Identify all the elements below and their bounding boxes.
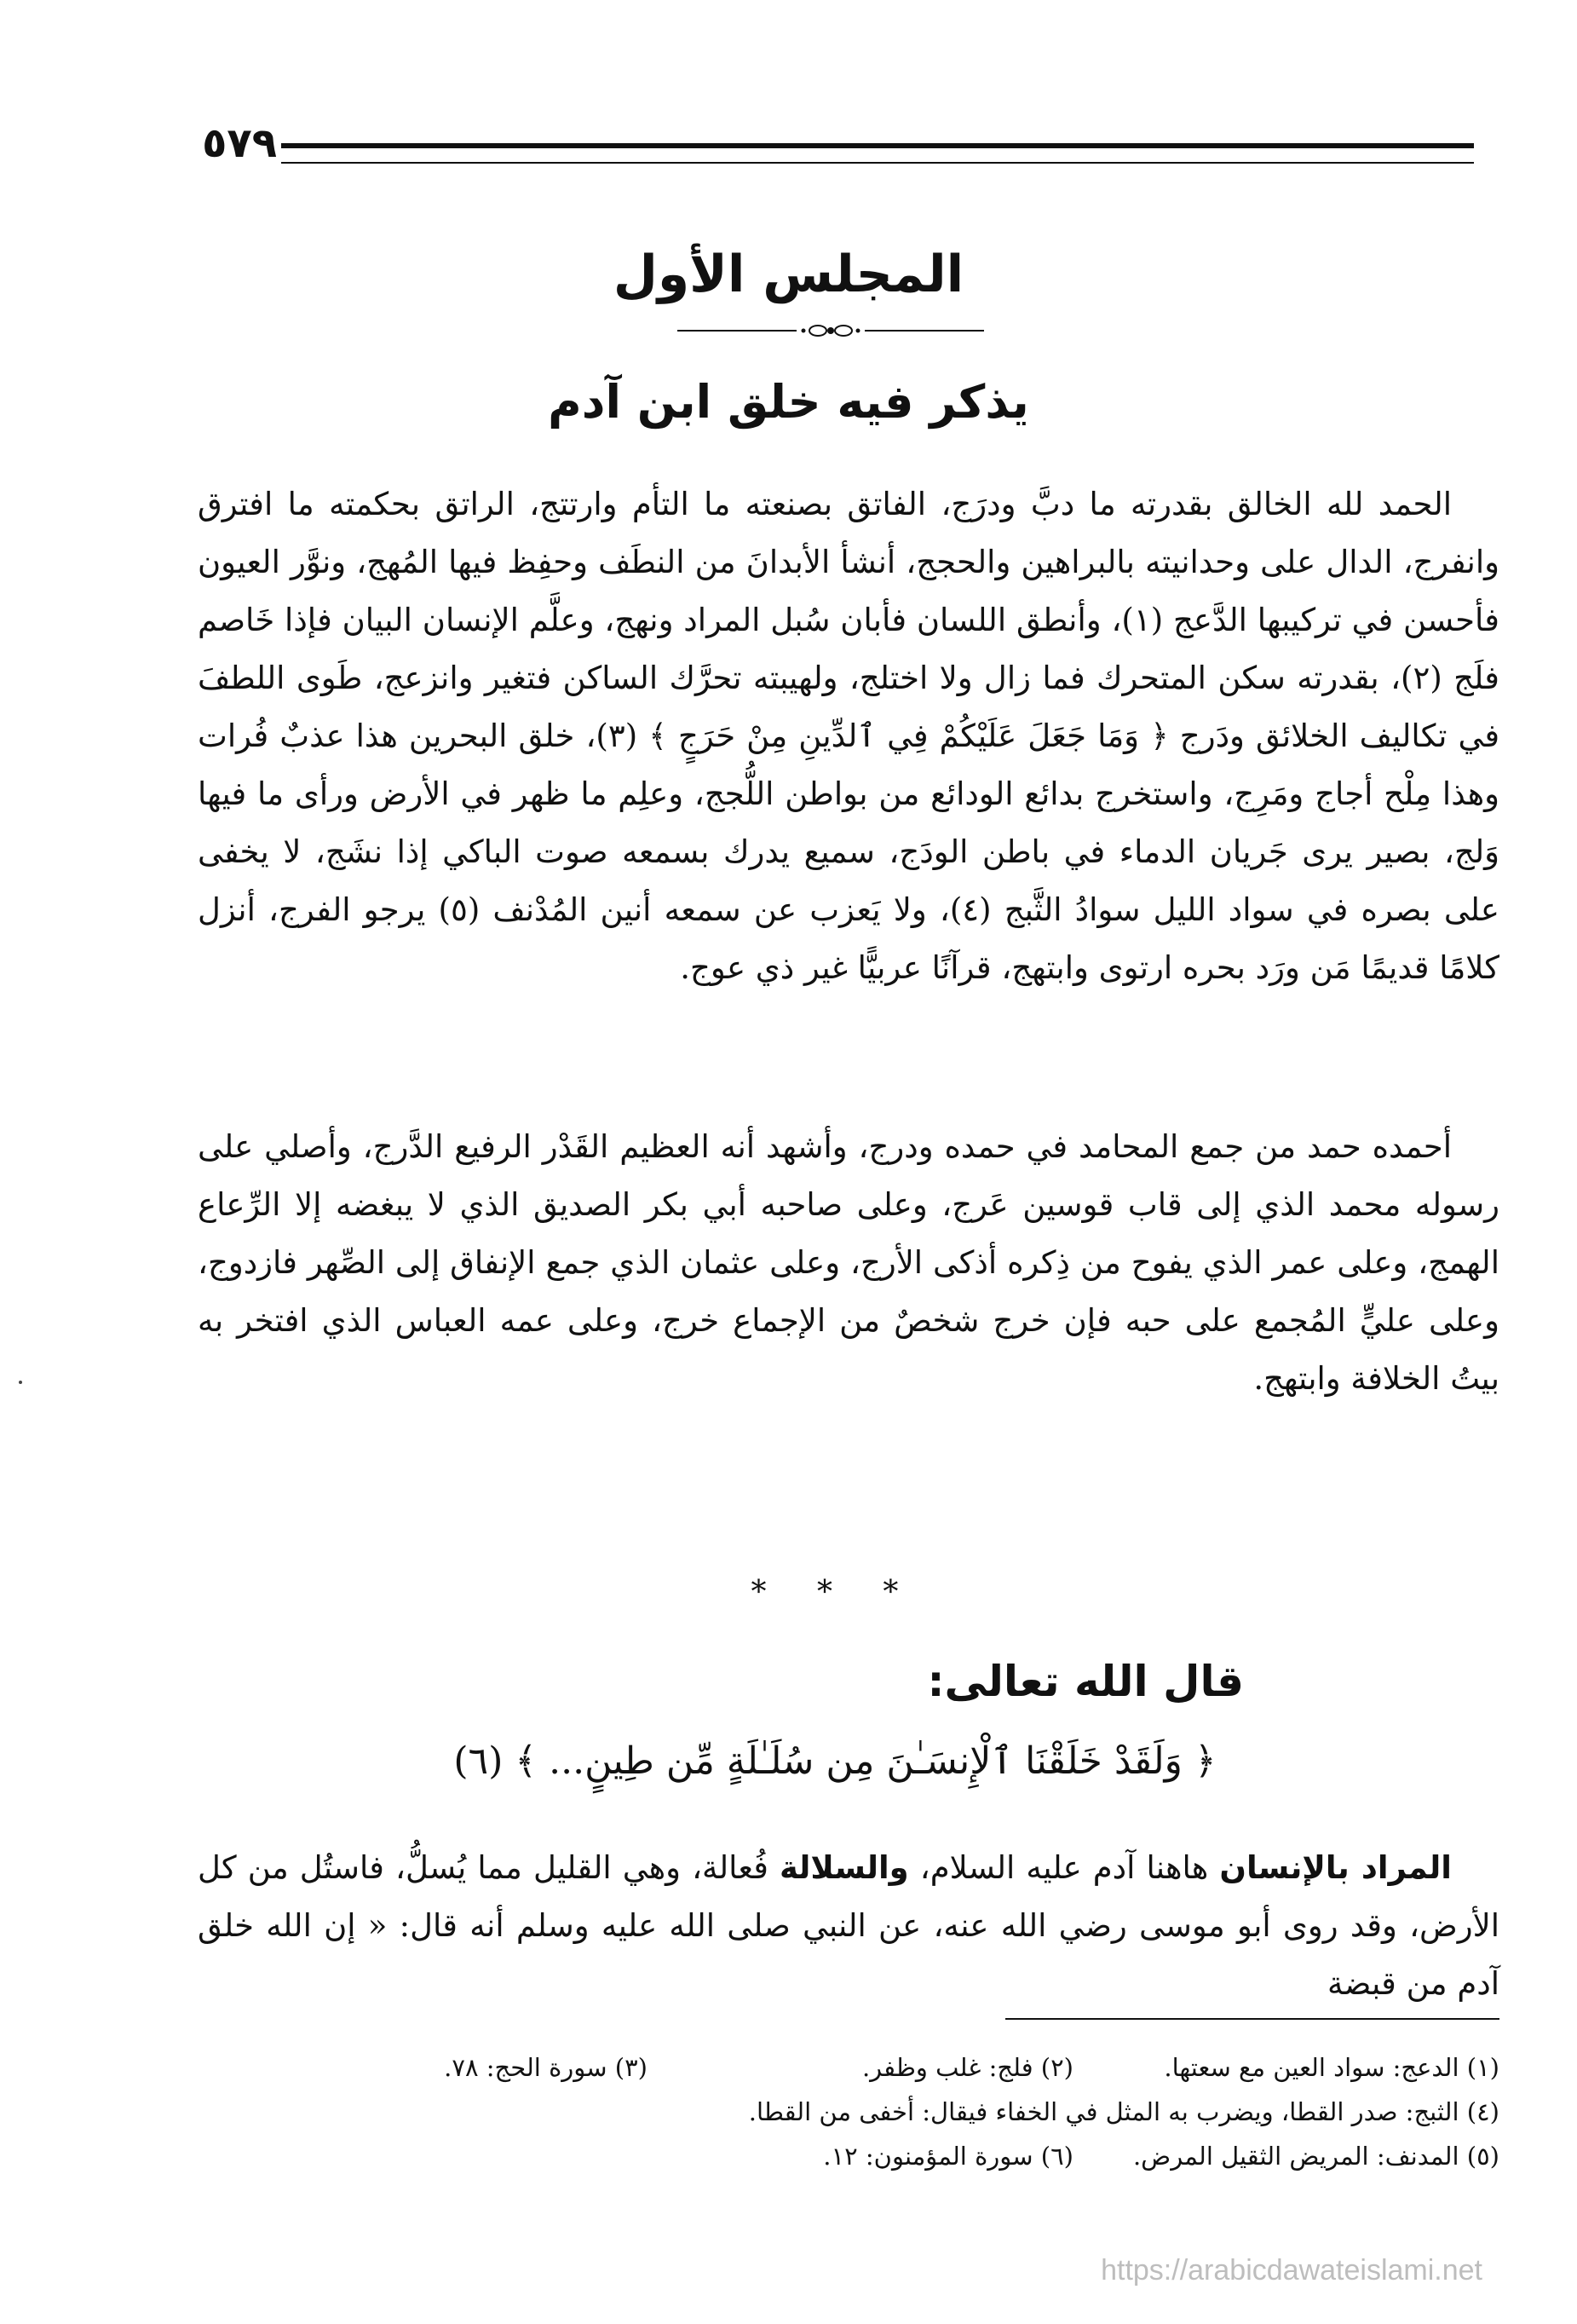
watermark-url: https://arabicdawateislami.net xyxy=(1101,2254,1482,2287)
chapter-title: المجلس الأول xyxy=(613,245,964,304)
page-number: ٥٧٩ xyxy=(202,119,277,167)
paragraph-2-text: أحمده حمد من جمع المحامد في حمده ودرج، وأشهد أنه العظيم القَدْر الرفيع الدَّرج، وأصلي على رسوله محمد الذي إلى قاب قوسين عَرج، وعلى صاحبه أبي بكر الصديق الذي لا يبغضه إلا الرِّعاع الهمج، وعلى عمر الذي يفوح من ذِكره أذكى الأرج، وعلى عثمان الذي جمع الإنفاق إلى الصِّهر فازدوج، وعلى عليٍّ المُجمع على حبه فإن خرج شخصٌ من الإجماع خرج، وعلى عمه العباس الذي افتخر به بيتُ الخلافة وابتهج. xyxy=(198,1128,1499,1397)
footnote-row-2 xyxy=(247,2090,1499,2134)
ornament-divider xyxy=(677,320,984,341)
chapter-subtitle: يذكر فيه خلق ابن آدم xyxy=(548,375,1029,429)
footnotes xyxy=(247,2045,1499,2178)
footnote-6: (٦) سورة المؤمنون: ١٢. xyxy=(823,2142,1073,2171)
section-heading: قال الله تعالى: xyxy=(927,1657,1244,1706)
section-separator-stars: * * * xyxy=(751,1575,919,1610)
paragraph-opening xyxy=(198,476,1499,997)
ornament-loop-left xyxy=(809,326,826,336)
quran-verse: ﴿ وَلَقَدْ خَلَقْنَا ٱلْإِنسَـٰنَ مِن سُلَـٰلَةٍ مِّن طِينٍ... ﴾ (٦) xyxy=(453,1739,1217,1783)
footnote-row-1 xyxy=(247,2045,1499,2090)
footnote-3: (٣) سورة الحج: ٧٨. xyxy=(444,2053,647,2082)
ornament-dot-right xyxy=(856,329,860,333)
paragraph-3-text xyxy=(198,1839,1499,2013)
paragraph-1-text: الحمد لله الخالق بقدرته ما دبَّ ودرَج، الفاتق بصنعته ما التأم وارتتج، الراتق بحكمته ما افترق وانفرج، الدال على وحدانيته بالبراهين والحجج، أنشأ الأبدانَ من النطَف وحفِظ فيها المُهج، ونوَّر العيون فأحسن في تركيبها الدَّعج (١)، وأنطق اللسان فأبان سُبل المراد ونهج، وعلَّم الإنسان البيان فإذا خَاصم فلَج (٢)، بقدرته سكن المتحرك فما زال ولا اختلج، ولهيبته تحرَّك الساكن فتغير وانزعج، طَوى اللطفَ في تكاليف الخلائق ودَرج ﴿ وَمَا جَعَلَ عَلَيْكُمْ فِي ٱلدِّينِ مِنْ حَرَجٍ ﴾ (٣)، خلق البحرين هذا عذبٌ فُرات وهذا مِلْح أجاج ومَرِج، واستخرج بدائع الودائع من بواطن اللُّجج، وعلِم ما ظهر في الأرض ورأى ما فيها وَلج، بصير يرى جَريان الدماء في باطن الودَج، سميع يدرك بسمعه صوت الباكي إذا نشَج، لا يخفى على بصره في سواد الليل سوادُ الثَّبج (٤)، ولا يَعزب عن سمعه أنين المُدْنف (٥) يرجو الفرج، أنزل كلامًا قديمًا مَن ورَد بحره ارتوى وابتهج، قرآنًا عربيًّا غير ذي عوج. xyxy=(198,486,1499,986)
ornament-center-dot xyxy=(827,327,834,334)
footnote-1: (١) الدعج: سواد العين مع سعتها. xyxy=(1164,2053,1499,2082)
footnote-5: (٥) المدنف: المريض الثقيل المرض. xyxy=(1132,2142,1499,2171)
paragraph-praise xyxy=(198,1118,1499,1408)
commentary-text-2: فُعالة، وهي القليل مما يُسلُّ، فاستُل من كل الأرض، وقد روى أبو موسى رضي الله عنه، عن النبي صلى الله عليه وسلم أنه قال: « إن الله خلق آدم من قبضة xyxy=(198,1849,1499,2002)
footnote-4: (٤) الثبج: صدر القطا، ويضرب به المثل في الخفاء فيقال: أخفى من القطا. xyxy=(748,2097,1499,2126)
ornament-loop-right xyxy=(835,326,852,336)
term-insan: المراد بالإنسان xyxy=(1219,1849,1452,1886)
ornament-dot-left xyxy=(802,329,806,333)
term-sulala: والسلالة xyxy=(780,1849,909,1886)
commentary-text-1: هاهنا آدم عليه السلام، xyxy=(908,1849,1220,1886)
margin-mark xyxy=(19,1381,22,1384)
header-rule xyxy=(281,143,1474,164)
footnote-2: (٢) فلج: غلب وظفر. xyxy=(861,2053,1073,2082)
footnote-row-3 xyxy=(247,2134,1499,2178)
footnote-rule xyxy=(1005,2018,1499,2020)
paragraph-commentary xyxy=(198,1839,1499,2013)
